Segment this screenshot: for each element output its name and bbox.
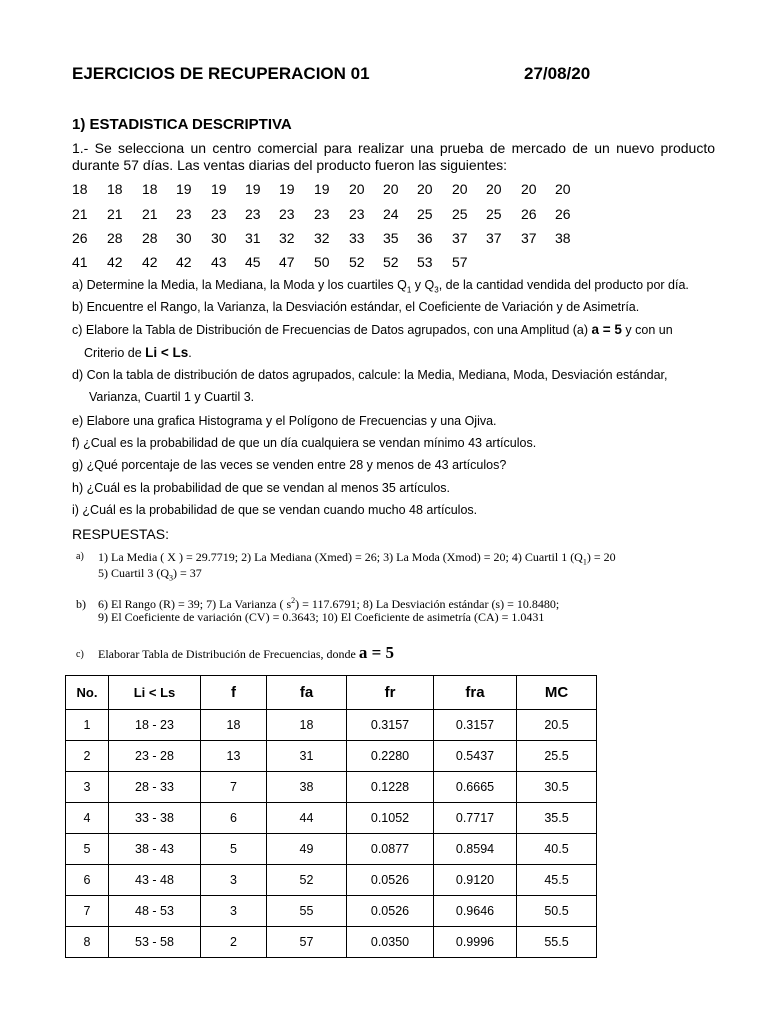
data-value: 30	[211, 230, 227, 246]
data-value: 20	[349, 181, 365, 197]
cell-fr: 0.0350	[347, 927, 434, 958]
cell-no: 8	[66, 927, 109, 958]
cell-fa: 31	[267, 741, 347, 772]
data-value: 43	[211, 254, 227, 270]
cell-mc: 40.5	[517, 834, 597, 865]
data-value: 20	[452, 181, 468, 197]
cell-fa: 44	[267, 803, 347, 834]
answers-heading: RESPUESTAS:	[72, 526, 169, 542]
question-d-line-2: Varianza, Cuartil 1 y Cuartil 3.	[89, 390, 255, 404]
data-value: 37	[521, 230, 537, 246]
cell-no: 1	[66, 710, 109, 741]
data-value: 42	[176, 254, 192, 270]
cell-fra: 0.9646	[434, 896, 517, 927]
answer-a-line-1: 1) La Media ( X ) = 29.7719; 2) La Mediana (Xmed) = 26; 3) La Moda (Xmod) = 20; 4) Cuartil 1 $(Q_1) = 20$	[98, 550, 616, 567]
cell-f: 2	[201, 927, 267, 958]
data-value: 20	[521, 181, 537, 197]
cell-mc: 30.5	[517, 772, 597, 803]
data-value: 42	[107, 254, 123, 270]
data-value: 20	[417, 181, 433, 197]
table-row	[66, 710, 597, 741]
cell-no: 4	[66, 803, 109, 834]
data-value: 23	[245, 206, 261, 222]
cell-fra: 0.6665	[434, 772, 517, 803]
cell-f: 18	[201, 710, 267, 741]
cell-no: 3	[66, 772, 109, 803]
question-e: e) Elabore una grafica Histograma y el Polígono de Frecuencias y una Ojiva.	[72, 414, 497, 428]
data-value: 36	[417, 230, 433, 246]
cell-fra: 0.8594	[434, 834, 517, 865]
header-interval: Li < Ls	[109, 676, 201, 710]
answer-c-label: c)	[76, 649, 84, 660]
data-value: 23	[349, 206, 365, 222]
cell-no: 5	[66, 834, 109, 865]
data-value: 37	[486, 230, 502, 246]
data-value: 26	[72, 230, 88, 246]
table-row	[66, 772, 597, 803]
data-value: 18	[72, 181, 88, 197]
answer-b-line-1: 6) El Rango (R) = 39; 7) La Varianza ( $s^2) = 117.6791$; 8) La Desviación estándar (s) = 10.8480;	[98, 596, 560, 611]
cell-fra: 0.7717	[434, 803, 517, 834]
cell-f: 7	[201, 772, 267, 803]
data-value: 19	[279, 181, 295, 197]
data-value: 33	[349, 230, 365, 246]
cell-fr: 0.1052	[347, 803, 434, 834]
data-value: 37	[452, 230, 468, 246]
data-value: 50	[314, 254, 330, 270]
data-value: 52	[383, 254, 399, 270]
header-fr: fr	[347, 676, 434, 710]
answer-a-label: a)	[76, 551, 84, 562]
cell-f: 3	[201, 865, 267, 896]
data-value: 57	[452, 254, 468, 270]
data-value: 24	[383, 206, 399, 222]
cell-fr: 0.3157	[347, 710, 434, 741]
cell-fr: 0.2280	[347, 741, 434, 772]
cell-interval: 38 - 43	[109, 834, 201, 865]
question-a: a) Determine la Media, la Mediana, la Moda y los cuartiles $Q_1$ y $Q_3$, de la cantidad vendida del producto por día.	[72, 278, 689, 295]
cell-f: 13	[201, 741, 267, 772]
data-value: 53	[417, 254, 433, 270]
cell-fa: 55	[267, 896, 347, 927]
cell-no: 2	[66, 741, 109, 772]
data-value: 42	[142, 254, 158, 270]
cell-mc: 45.5	[517, 865, 597, 896]
data-value: 32	[314, 230, 330, 246]
data-value: 21	[142, 206, 158, 222]
cell-mc: 20.5	[517, 710, 597, 741]
data-value: 19	[314, 181, 330, 197]
data-value: 21	[107, 206, 123, 222]
data-value: 25	[486, 206, 502, 222]
cell-fr: 0.0526	[347, 865, 434, 896]
cell-fa: 57	[267, 927, 347, 958]
cell-interval: 43 - 48	[109, 865, 201, 896]
data-value: 19	[176, 181, 192, 197]
section-title: 1) ESTADISTICA DESCRIPTIVA	[72, 116, 292, 133]
cell-fra: 0.9120	[434, 865, 517, 896]
answer-b-line-2: 9) El Coeficiente de variación (CV) = 0.3643; 10) El Coeficiente de asimetría (CA) = 1.0431	[98, 610, 545, 624]
intro-line-2: durante 57 días. Las ventas diarias del producto fueron las siguientes:	[72, 157, 508, 173]
cell-f: 5	[201, 834, 267, 865]
table-row	[66, 834, 597, 865]
question-g: g) ¿Qué porcentaje de las veces se venden entre 28 y menos de 43 artículos?	[72, 458, 507, 472]
document-date: 27/08/20	[524, 64, 591, 83]
question-h: h) ¿Cuál es la probabilidad de que se vendan al menos 35 artículos.	[72, 481, 451, 495]
answer-c-text: Elaborar Tabla de Distribución de Frecuencias, donde a = 5	[98, 643, 395, 662]
cell-fr: 0.0526	[347, 896, 434, 927]
question-i: i) ¿Cuál es la probabilidad de que se vendan cuando mucho 48 artículos.	[72, 503, 478, 517]
table-header-row	[66, 676, 597, 710]
data-value: 18	[107, 181, 123, 197]
data-value: 30	[176, 230, 192, 246]
data-value: 28	[107, 230, 123, 246]
cell-no: 7	[66, 896, 109, 927]
cell-fr: 0.0877	[347, 834, 434, 865]
cell-mc: 55.5	[517, 927, 597, 958]
cell-fa: 38	[267, 772, 347, 803]
cell-fa: 18	[267, 710, 347, 741]
cell-fa: 52	[267, 865, 347, 896]
header-fa: fa	[267, 676, 347, 710]
cell-fra: 0.3157	[434, 710, 517, 741]
question-c: c) Elabore la Tabla de Distribución de Frecuencias de Datos agrupados, con una Amplitud (a) a = 5 y con un	[72, 322, 673, 337]
cell-fra: 0.5437	[434, 741, 517, 772]
data-value: 32	[279, 230, 295, 246]
cell-mc: 35.5	[517, 803, 597, 834]
data-value: 25	[417, 206, 433, 222]
header-fra: fra	[434, 676, 517, 710]
cell-interval: 28 - 33	[109, 772, 201, 803]
answer-a-line-2: 5) Cuartil 3 $(Q_3) = 37$	[98, 566, 202, 583]
cell-interval: 18 - 23	[109, 710, 201, 741]
cell-interval: 23 - 28	[109, 741, 201, 772]
data-value: 23	[176, 206, 192, 222]
cell-interval: 33 - 38	[109, 803, 201, 834]
cell-fr: 0.1228	[347, 772, 434, 803]
intro-line-1: 1.- Se selecciona un centro comercial para realizar una prueba de mercado de un nuevo producto	[72, 140, 715, 156]
data-value: 26	[555, 206, 571, 222]
frequency-table	[65, 675, 597, 958]
data-value: 35	[383, 230, 399, 246]
data-value: 23	[211, 206, 227, 222]
question-c-criteria: Criterio de Li < Ls.	[84, 345, 192, 360]
table-row	[66, 803, 597, 834]
cell-fra: 0.9996	[434, 927, 517, 958]
question-b: b) Encuentre el Rango, la Varianza, la Desviación estándar, el Coeficiente de Variación y de Asimetría.	[72, 300, 640, 314]
table-row	[66, 741, 597, 772]
document-title: EJERCICIOS DE RECUPERACION 01	[72, 64, 370, 83]
question-f: f) ¿Cual es la probabilidad de que un día cualquiera se vendan mínimo 43 artículos.	[72, 436, 537, 450]
data-value: 47	[279, 254, 295, 270]
table-row	[66, 896, 597, 927]
cell-interval: 48 - 53	[109, 896, 201, 927]
data-value: 20	[383, 181, 399, 197]
data-value: 38	[555, 230, 571, 246]
data-value: 18	[142, 181, 158, 197]
data-value: 19	[211, 181, 227, 197]
table-row	[66, 927, 597, 958]
cell-mc: 50.5	[517, 896, 597, 927]
data-value: 41	[72, 254, 88, 270]
data-value: 25	[452, 206, 468, 222]
cell-no: 6	[66, 865, 109, 896]
cell-fa: 49	[267, 834, 347, 865]
data-value: 45	[245, 254, 261, 270]
question-d-line-1: d) Con la tabla de distribución de datos agrupados, calcule: la Media, Mediana, Moda, Desviación estándar,	[72, 368, 668, 382]
cell-f: 3	[201, 896, 267, 927]
table-row	[66, 865, 597, 896]
header-f: f	[201, 676, 267, 710]
header-no: No.	[66, 676, 109, 710]
cell-f: 6	[201, 803, 267, 834]
data-value: 23	[279, 206, 295, 222]
data-value: 20	[555, 181, 571, 197]
data-value: 26	[521, 206, 537, 222]
data-value: 20	[486, 181, 502, 197]
cell-interval: 53 - 58	[109, 927, 201, 958]
data-value: 21	[72, 206, 88, 222]
data-value: 23	[314, 206, 330, 222]
answer-b-label: b)	[76, 597, 86, 611]
data-value: 19	[245, 181, 261, 197]
data-value: 52	[349, 254, 365, 270]
data-value: 28	[142, 230, 158, 246]
data-value: 31	[245, 230, 261, 246]
cell-mc: 25.5	[517, 741, 597, 772]
header-mc: MC	[517, 676, 597, 710]
